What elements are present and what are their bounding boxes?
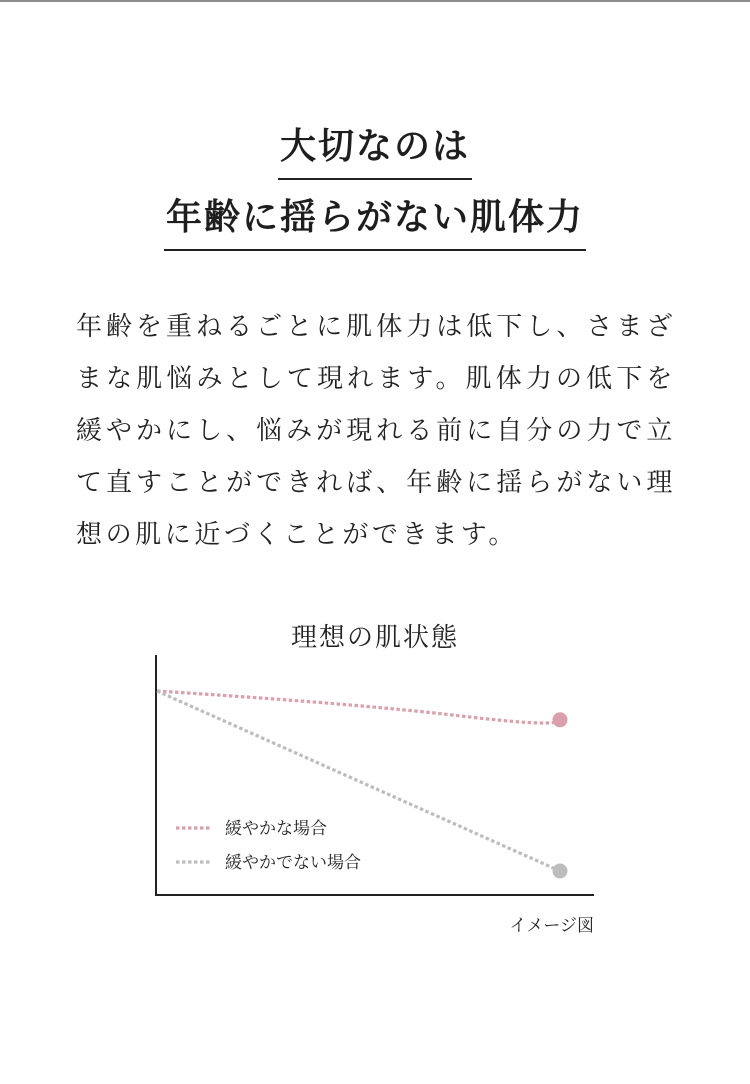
series-end-marker-2	[553, 864, 568, 879]
legend-label-2: 緩やかでない場合	[225, 853, 361, 873]
heading-line-2-text: 年齢に揺らがない肌体力	[164, 200, 586, 251]
series-end-marker-1	[553, 712, 568, 727]
image-caption: イメージ図	[509, 916, 594, 936]
legend-label-1: 緩やかな場合	[225, 819, 327, 839]
heading-line-1-text: 大切なのは	[278, 129, 472, 180]
chart-title: 理想の肌状態	[290, 623, 459, 653]
body-paragraph: 年齢を重ねるごとに肌体力は低下し、さまざまな肌悩みとして現れます。肌体力の低下を緩やかにし、悩みが現れる前に自分の力で立て直すことができれば、年齢に揺らがない理想の肌に近づくことができます。	[76, 312, 676, 550]
series-line-2	[157, 691, 560, 871]
